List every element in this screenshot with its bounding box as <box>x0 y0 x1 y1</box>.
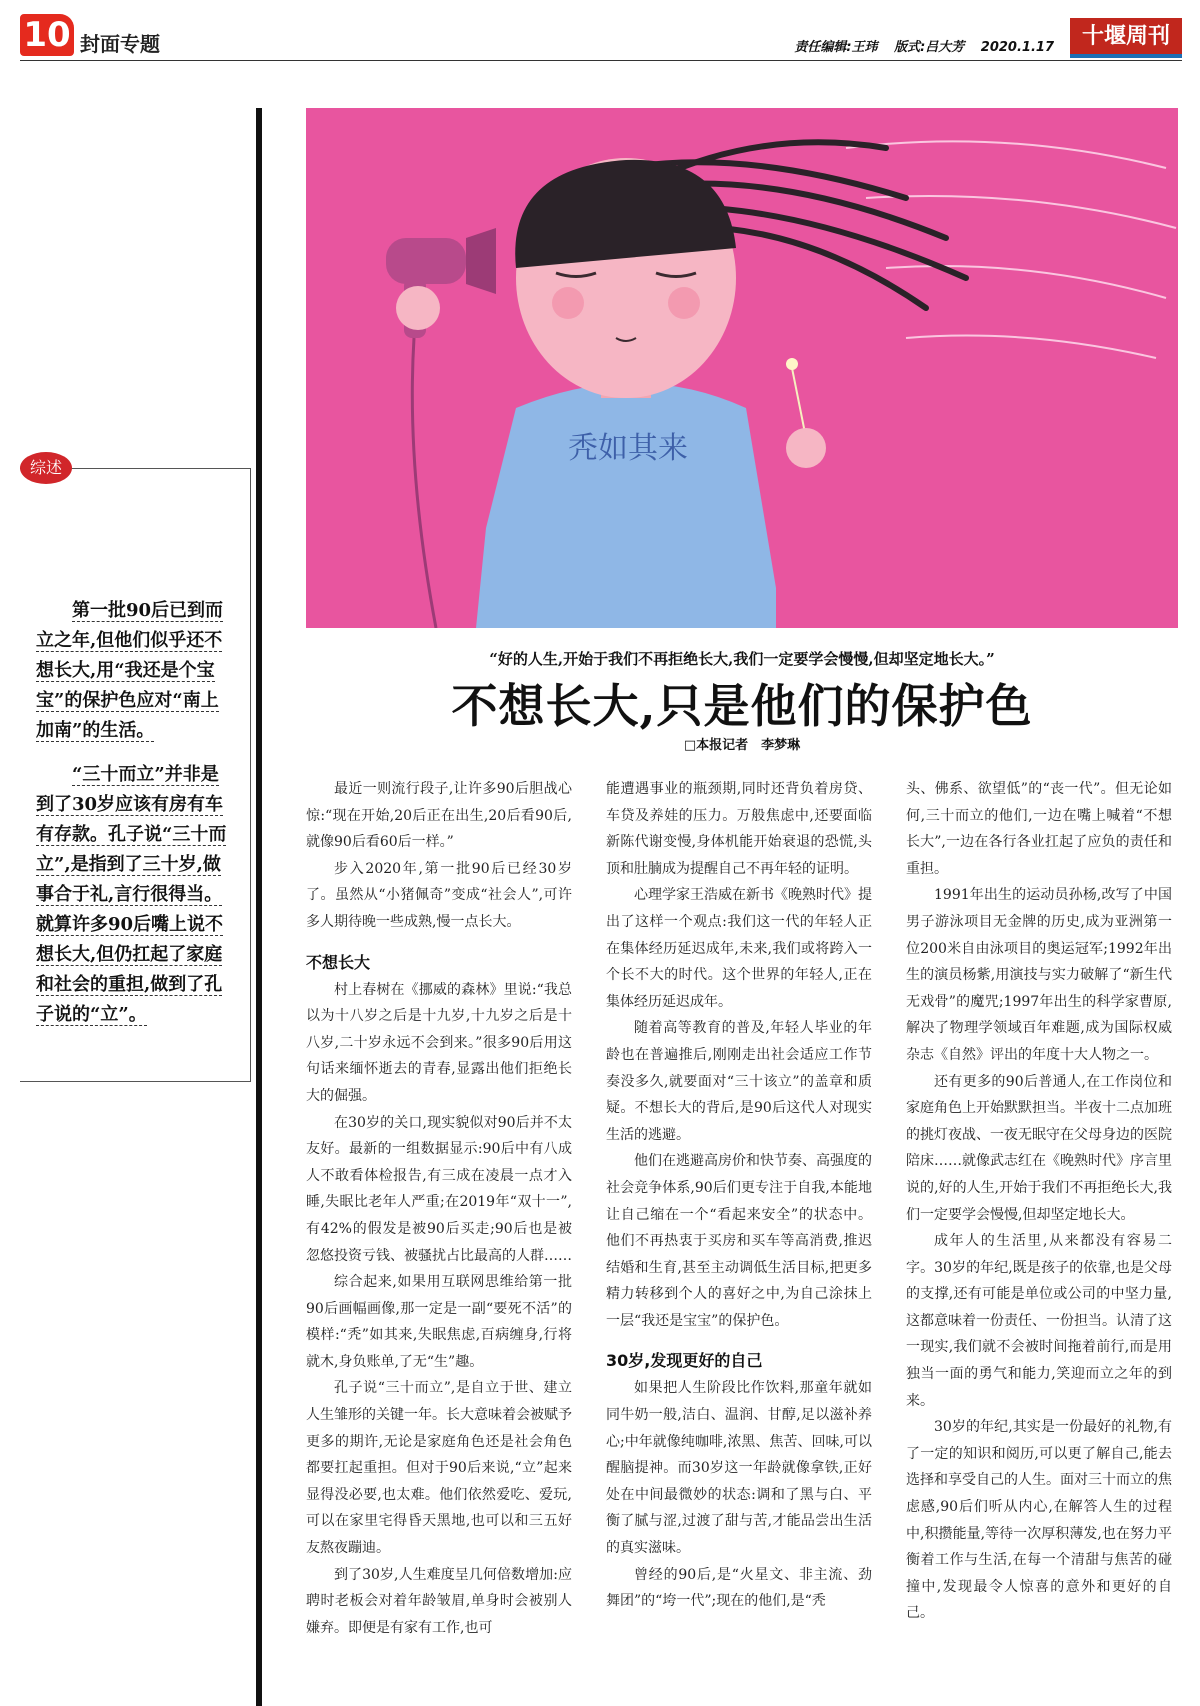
paragraph: 步入2020年,第一批90后已经30岁了。虽然从“小猪佩奇”变成“社会人”,可许多人期待晚一些成熟,慢一点长大。 <box>306 860 572 930</box>
editor-credit: 责任编辑:王玮 <box>794 40 878 55</box>
illustration-svg <box>306 108 1178 628</box>
paragraph: 头、佛系、欲望低”的“丧一代”。但无论如何,三十而立的他们,一边在嘴上喊着“不想长大”,一边在各行各业扛起了应负的责任和重担。 <box>906 781 1172 877</box>
left-hand <box>396 286 440 330</box>
paragraph: 30岁的年纪,其实是一份最好的礼物,有了一定的知识和阅历,可以更了解自己,能去选择和享受自己的人生。面对三十而立的焦虑感,90后们听从内心,在解答人生的过程中,积攒能量,等待一次厚积薄发,也在努力平衡着工作与生活,在每一个清甜与焦苦的碰撞中,发现最令人惊喜的意外和更好的自己。 <box>906 1419 1172 1622</box>
left-cheek <box>552 287 584 319</box>
credits <box>782 36 1054 55</box>
paragraph: 到了30岁,人生难度呈几何倍数增加:应聘时老板会对着年龄皱眉,单身时会被别人嫌弃。即便是有家有工作,也可 <box>306 1566 572 1636</box>
paragraph: 孔子说“三十而立”,是自立于世、建立人生雏形的关键一年。长大意味着会被赋予更多的期许,无论是家庭角色还是社会角色都要扛起重担。但对于90后来说,“立”起来显得没必要,也太难。他们依然爱吃、爱玩,可以在家里宅得昏天黑地,也可以和三五好友熬夜蹦迪。 <box>306 1380 572 1557</box>
layout-credit: 版式:吕大芳 <box>894 40 965 55</box>
issue-date: 2020.1.17 <box>980 40 1054 55</box>
header-rule <box>20 60 1182 61</box>
shirt-slogan: 秃如其来 <box>568 431 688 466</box>
sweater <box>476 383 776 628</box>
summary-paragraph: 第一批90后已到而立之年,但他们似乎还不想长大,用“我还是个宝宝”的保护色应对“南上加南”的生活。 <box>36 600 224 741</box>
paragraph: 在30岁的关口,现实貌似对90后并不太友好。最新的一组数据显示:90后中有八成人不敢看体检报告,有三成在凌晨一点才入睡,失眠比老年人严重;在2019年“双十一”,有42%的假发是被90后买走;90后也是被忽悠投资亏钱、被骚扰占比最高的人群…… <box>306 1114 572 1264</box>
page-number: 10 <box>20 14 74 56</box>
pull-quote: “好的人生,开始于我们不再拒绝长大,我们一定要学会慢慢,但却坚定地长大。” <box>489 650 995 668</box>
paragraph: 村上春树在《挪威的森林》里说:“我总以为十八岁之后是十九岁,十九岁之后是十八岁,二十岁永远不会到来。”很多90后用这句话来缅怀逝去的青春,显露出他们拒绝长大的倔强。 <box>306 981 572 1104</box>
paragraph: 随着高等教育的普及,年轻人毕业的年龄也在普遍推后,刚刚走出社会适应工作节奏没多久,就要面对“三十该立”的盖章和质疑。不想长大的背后,是90后这代人对现实生活的逃避。 <box>606 1020 872 1143</box>
byline: □本报记者 李梦琳 <box>683 738 801 753</box>
paragraph: 1991年出生的运动员孙杨,改写了中国男子游泳项目无金牌的历史,成为亚洲第一位200米自由泳项目的奥运冠军;1992年出生的演员杨紫,用演技与实力破解了“新生代无戏骨”的魔咒;1997年出生的科学家曹原,解决了物理学领域百年难题,成为国际权威杂志《自然》评出的年度十大人物之一。 <box>906 887 1172 1063</box>
subheading: 30岁,发现更好的自己 <box>606 1351 763 1371</box>
subheading: 不想长大 <box>306 952 371 972</box>
page-header <box>20 14 1182 60</box>
right-cheek <box>668 287 700 319</box>
paragraph: 曾经的90后,是“火星文、非主流、劲舞团”的“垮一代”;现在的他们,是“秃 <box>606 1566 872 1610</box>
headline: 不想长大,只是他们的保护色 <box>451 679 1033 733</box>
paragraph: 还有更多的90后普通人,在工作岗位和家庭角色上开始默默担当。半夜十二点加班的挑灯夜战、一夜无眠守在父母身边的医院陪床……就像武志红在《晚熟时代》序言里说的,好的人生,开始于我们不再拒绝长大,我们一定要学会慢慢,但却坚定地长大。 <box>906 1073 1172 1223</box>
cover-illustration <box>306 108 1178 628</box>
section-title: 封面专题 <box>80 32 160 56</box>
summary-tag <box>20 452 78 486</box>
paragraph: 心理学家王浩威在新书《晚熟时代》提出了这样一个观点:我们这一代的年轻人正在集体经历延迟成年,未来,我们或将跨入一个长不大的时代。这个世界的年轻人,正在集体经历延迟成年。 <box>606 887 872 1010</box>
dandelion-icon <box>786 358 798 370</box>
paragraph: 综合起来,如果用互联网思维给第一批90后画幅画像,那一定是一副“要死不活”的模样:“秃”如其来,失眠焦虑,百病缠身,行将就木,身负账单,了无“生”趣。 <box>306 1274 572 1370</box>
paragraph: 能遭遇事业的瓶颈期,同时还背负着房贷、车贷及养娃的压力。万般焦虑中,还要面临新陈代谢变慢,身体机能开始衰退的恐慌,头顶和肚腩成为提醒自己不再年轻的证明。 <box>606 781 872 877</box>
right-hand <box>786 428 826 468</box>
masthead-logo: 十堰周刊 <box>1070 18 1182 58</box>
summary-tag-label: 综述 <box>20 452 72 484</box>
paragraph: 最近一则流行段子,让许多90后胆战心惊:“现在开始,20后正在出生,20后看90后,就像90后看60后一样。” <box>306 781 572 851</box>
article-column-1 <box>306 776 572 1641</box>
paragraph: 如果把人生阶段比作饮料,那童年就如同牛奶一般,洁白、温润、甘醇,足以滋补养心;中年就像纯咖啡,浓黑、焦苦、回味,可以醒脑提神。而30岁这一年龄就像拿铁,正好处在中间最微妙的状态:调和了黑与白、平衡了腻与涩,过渡了甜与苦,才能品尝出生活的真实滋味。 <box>606 1380 872 1557</box>
article-column-2 <box>606 776 872 1615</box>
column-divider <box>256 108 262 1706</box>
summary-text <box>36 596 236 1044</box>
summary-paragraph: “三十而立”并非是到了30岁应该有房有车有存款。孔子说“三十而立”,是指到了三十岁,做事合于礼,言行很得当。就算许多90后嘴上说不想长大,但仍扛起了家庭和社会的重担,做到了孔子说的“立”。 <box>36 764 227 1025</box>
article-column-3 <box>906 776 1172 1627</box>
paragraph: 他们在逃避高房价和快节奏、高强度的社会竞争体系,90后们更专注于自我,本能地让自己缩在一个“看起来安全”的状态中。他们不再热衷于买房和买车等高消费,推迟结婚和生育,甚至主动调低生活目标,把更多精力转移到个人的喜好之中,为自己涂抹上一层“我还是宝宝”的保护色。 <box>606 1153 872 1329</box>
paragraph: 成年人的生活里,从来都没有容易二字。30岁的年纪,既是孩子的依靠,也是父母的支撑,还有可能是单位或公司的中坚力量,这都意味着一份责任、一份担当。认清了这一现实,我们就不会被时间拖着前行,而是用独当一面的勇气和能力,笑迎而立之年的到来。 <box>906 1233 1172 1409</box>
